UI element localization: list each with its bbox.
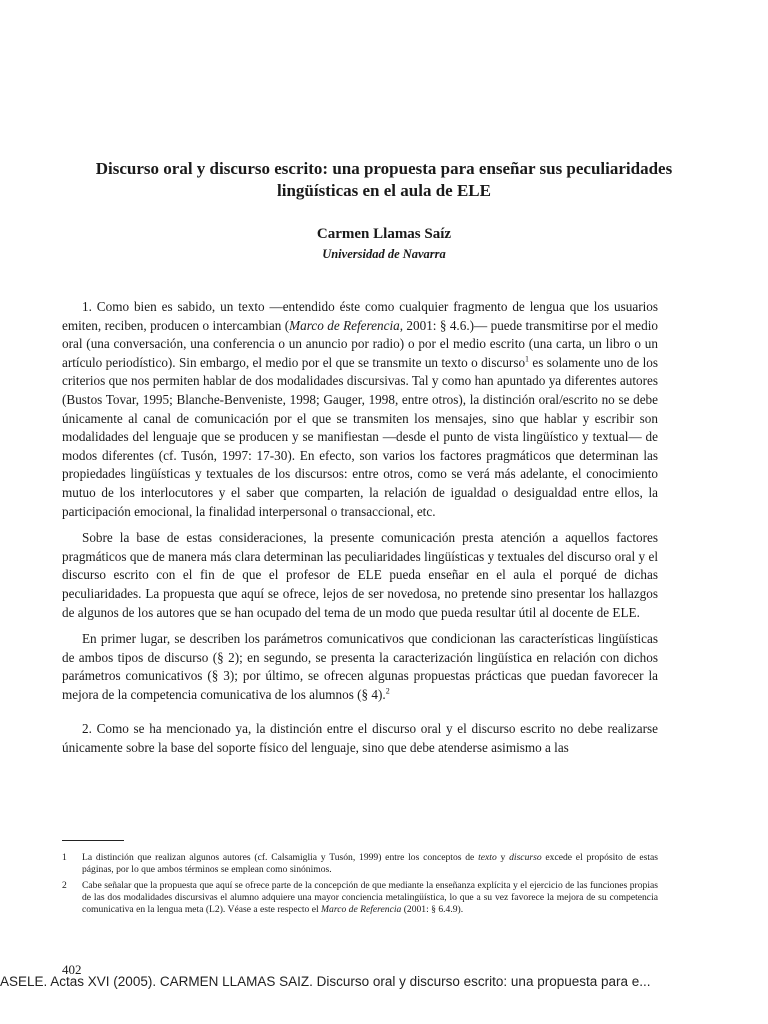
article-title: Discurso oral y discurso escrito: una propuesta para enseñar sus peculiaridades lingüísticas en el aula de ELE bbox=[95, 159, 673, 200]
footnote-ref-1[interactable]: 1 bbox=[525, 354, 530, 364]
footnote-text: La distinción que realizan algunos autores (cf. Calsamiglia y Tusón, 1999) entre los conceptos de texto y discurso excede el propósito de estas páginas, por lo que ambos términos se emplean como sinónimos. bbox=[82, 852, 659, 875]
footnote-divider bbox=[62, 840, 124, 841]
footnote-ref-2[interactable]: 2 bbox=[385, 686, 390, 696]
footnote-2 bbox=[62, 880, 658, 916]
page-number: 402 bbox=[62, 962, 82, 977]
footnote-number: 2 bbox=[62, 880, 67, 891]
article-body bbox=[62, 298, 658, 766]
document-caption[interactable]: ASELE. Actas XVI (2005). CARMEN LLAMAS SAIZ. Discurso oral y discurso escrito: una propuesta para e... bbox=[0, 974, 651, 989]
paragraph-4: 2. Como se ha mencionado ya, la distinción entre el discurso oral y el discurso escrito no debe realizarse únicamente sobre la base del soporte físico del lenguaje, sino que debe atenderse asimismo a las bbox=[62, 721, 658, 756]
paragraph-3: En primer lugar, se describen los parámetros comunicativos que condicionan las características lingüísticas de ambos tipos de discurso (§ 2); en segundo, se presenta la caracterización lingüística en relación con dichos parámetros comunicativos (§ 3); por último, se ofrecen algunas propuestas prácticas que puedan favorecer la mejora de la competencia comunicativa de los alumnos (§ 4).$^2$ bbox=[62, 631, 658, 702]
author-affiliation: Universidad de Navarra bbox=[322, 247, 446, 261]
footnote-text: Cabe señalar que la propuesta que aquí se ofrece parte de la concepción de que mediante la enseñanza explícita y el ejercicio de las funciones propias de las dos modalidades discursivas el alumno adquiere una mayor conciencia metalingüística, lo que a su vez favorece la mejora de su competencia comunicativa en la lengua meta (L2). Véase a este respecto el Marco de Referencia (2001: § 6.4.9). bbox=[82, 880, 658, 915]
footnote-1 bbox=[62, 852, 658, 876]
author-name: Carmen Llamas Saíz bbox=[316, 226, 452, 242]
paragraph-2: Sobre la base de estas consideraciones, la presente comunicación presta atención a aquellos factores pragmáticos que de manera más clara determinan las peculiaridades lingüísticas y textuales del discurso oral y el discurso escrito con el fin de que el profesor de ELE pueda enseñar en el aula el porqué de dichas peculiaridades. La propuesta que aquí se ofrece, lejos de ser novedosa, no pretende sino presentar los hallazgos de algunos de los autores que se han ocupado del tema de un modo que pueda resultar útil al docente de ELE. bbox=[62, 530, 658, 620]
footnote-number: 1 bbox=[62, 852, 67, 863]
paragraph-1: 1. Como bien es sabido, un texto —entendido éste como cualquier fragmento de lengua que los usuarios emiten, reciben, producen o intercambian (Marco de Referencia, 2001: § 4.6.)— puede transmitirse por el medio oral (una conversación, una conferencia o un anuncio por radio) o por el medio escrito (una carta, un libro o un artículo periodístico). Sin embargo, el medio por el que se transmite un texto o discurso$^1$ es solamente uno de los criterios que nos permiten hablar de dos modalidades discursivas. Tal y como han apuntado ya diferentes autores (Bustos Tovar, 1995; Blanche-Benveniste, 1998; Gauger, 1998, entre otros), la distinción oral/escrito no se debe únicamente al canal de comunicación por el que se transmiten los mensajes, sino que hablar y escribir son modalidades del lenguaje que se producen y se manifiestan —desde el punto de vista lingüístico y textual— de modos diferentes (cf. Tusón, 1997: 17-30). En efecto, son varios los factores pragmáticos que determinan las propiedades lingüísticas y textuales de los discursos: entre otros, como se verá más adelante, el conocimiento mutuo de los interlocutores y el saber que comparten, la relación de igualdad o desigualdad entre ellos, la participación emocional, la finalidad interpersonal o transaccional, etc. bbox=[62, 299, 658, 519]
reference-title: Marco de Referencia bbox=[289, 317, 400, 333]
